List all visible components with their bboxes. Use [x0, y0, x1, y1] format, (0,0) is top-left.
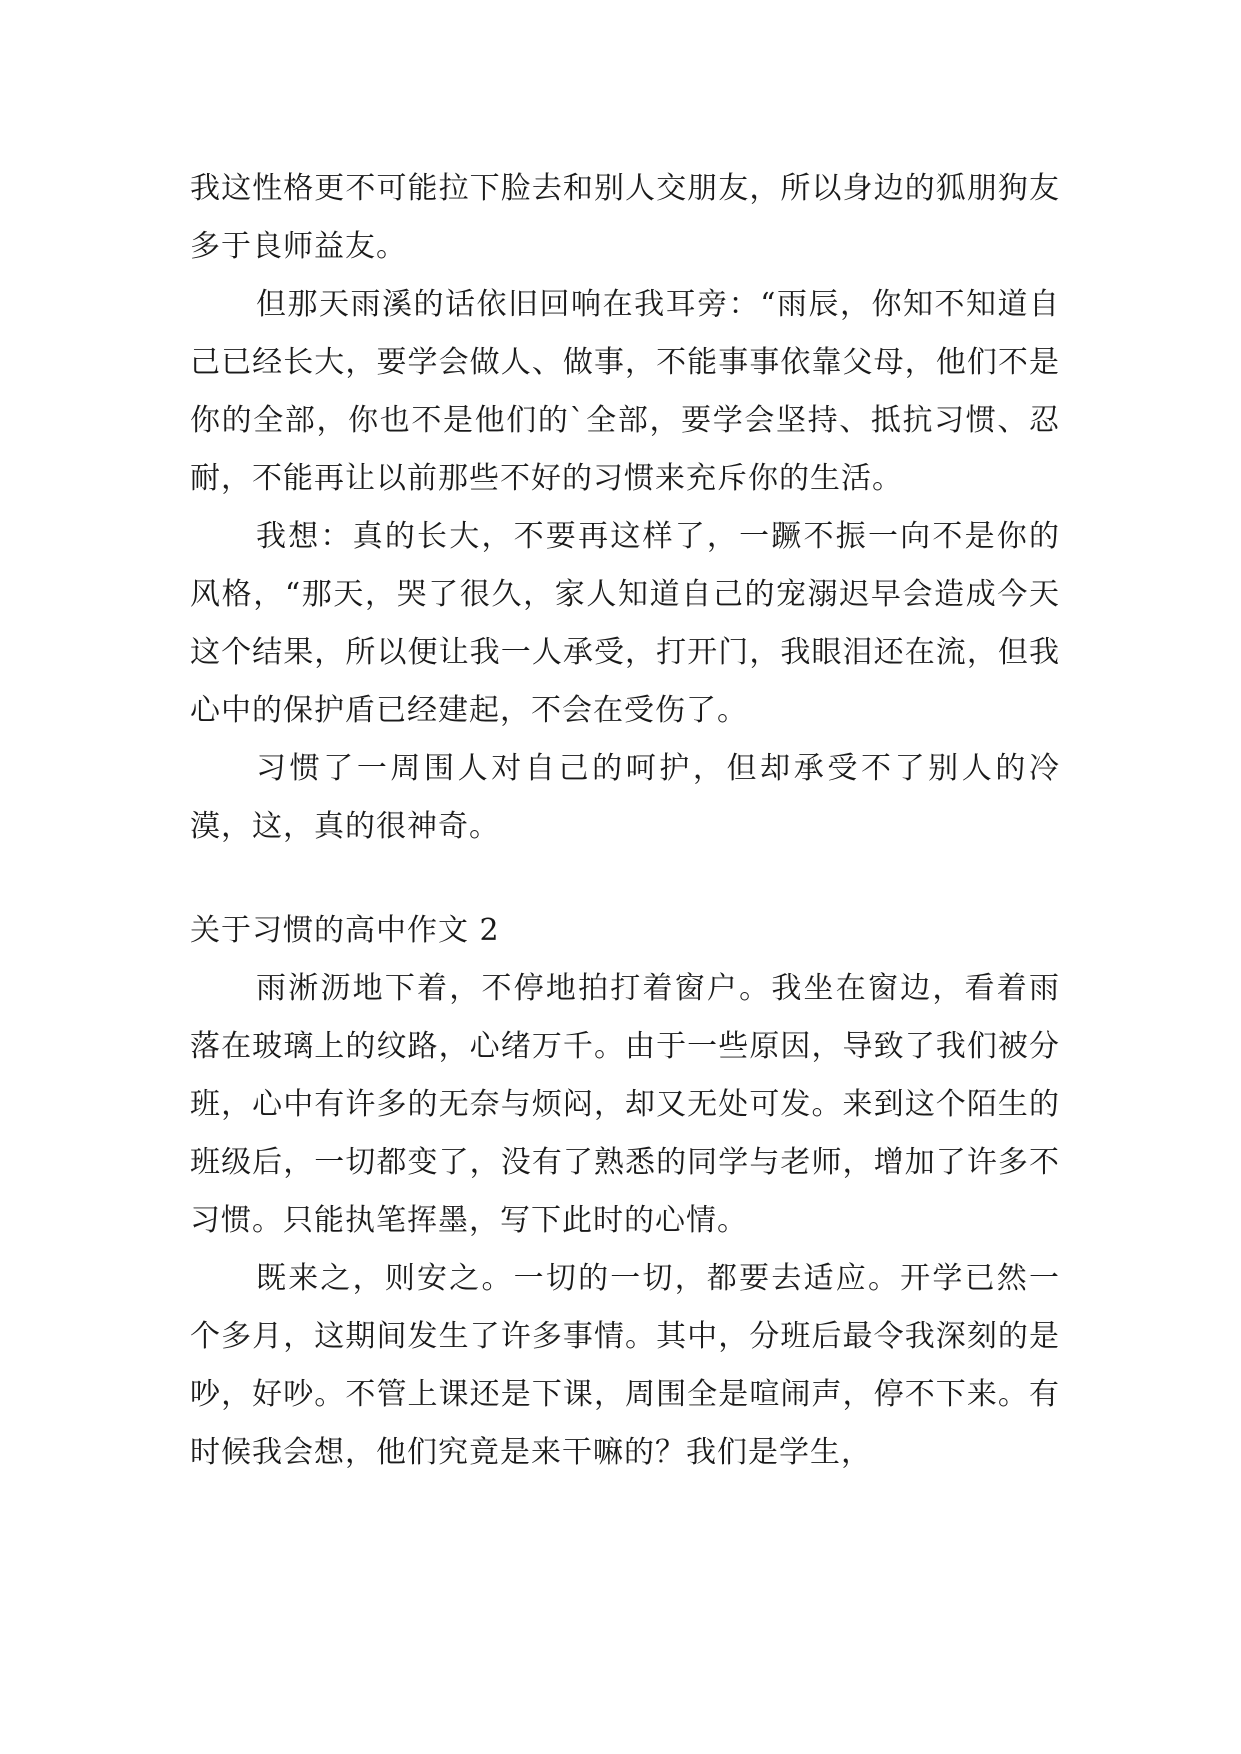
paragraph: 我这性格更不可能拉下脸去和别人交朋友，所以身边的狐朋狗友多于良师益友。	[190, 171, 1060, 264]
section-title: 关于习惯的高中作文 2	[190, 913, 500, 948]
document-body	[190, 160, 1060, 1482]
paragraph: 雨淅沥地下着，不停地拍打着窗户。我坐在窗边，看着雨落在玻璃上的纹路，心绪万千。由于一些原因，导致了我们被分班，心中有许多的无奈与烦闷，却又无处可发。来到这个陌生的班级后，一切都变了，没有了熟悉的同学与老师，增加了许多不习惯。只能执笔挥墨，写下此时的心情。	[190, 971, 1060, 1238]
paragraph: 习惯了一周围人对自己的呵护，但却承受不了别人的冷漠，这，真的很神奇。	[190, 751, 1060, 844]
paragraph: 既来之，则安之。一切的一切，都要去适应。开学已然一个多月，这期间发生了许多事情。其中，分班后最令我深刻的是吵，好吵。不管上课还是下课，周围全是喧闹声，停不下来。有时候我会想，他们究竟是来干嘛的？我们是学生，	[190, 1261, 1060, 1470]
paragraph: 但那天雨溪的话依旧回响在我耳旁：“雨辰，你知不知道自己已经长大，要学会做人、做事，不能事事依靠父母，他们不是你的全部，你也不是他们的`全部，要学会坚持、抵抗习惯、忍耐，不能再让以前那些不好的习惯来充斥你的生活。	[190, 287, 1060, 496]
paragraph: 我想：真的长大，不要再这样了，一蹶不振一向不是你的风格，“那天，哭了很久，家人知道自己的宠溺迟早会造成今天这个结果，所以便让我一人承受，打开门，我眼泪还在流，但我心中的保护盾已经建起，不会在受伤了。	[190, 519, 1060, 728]
